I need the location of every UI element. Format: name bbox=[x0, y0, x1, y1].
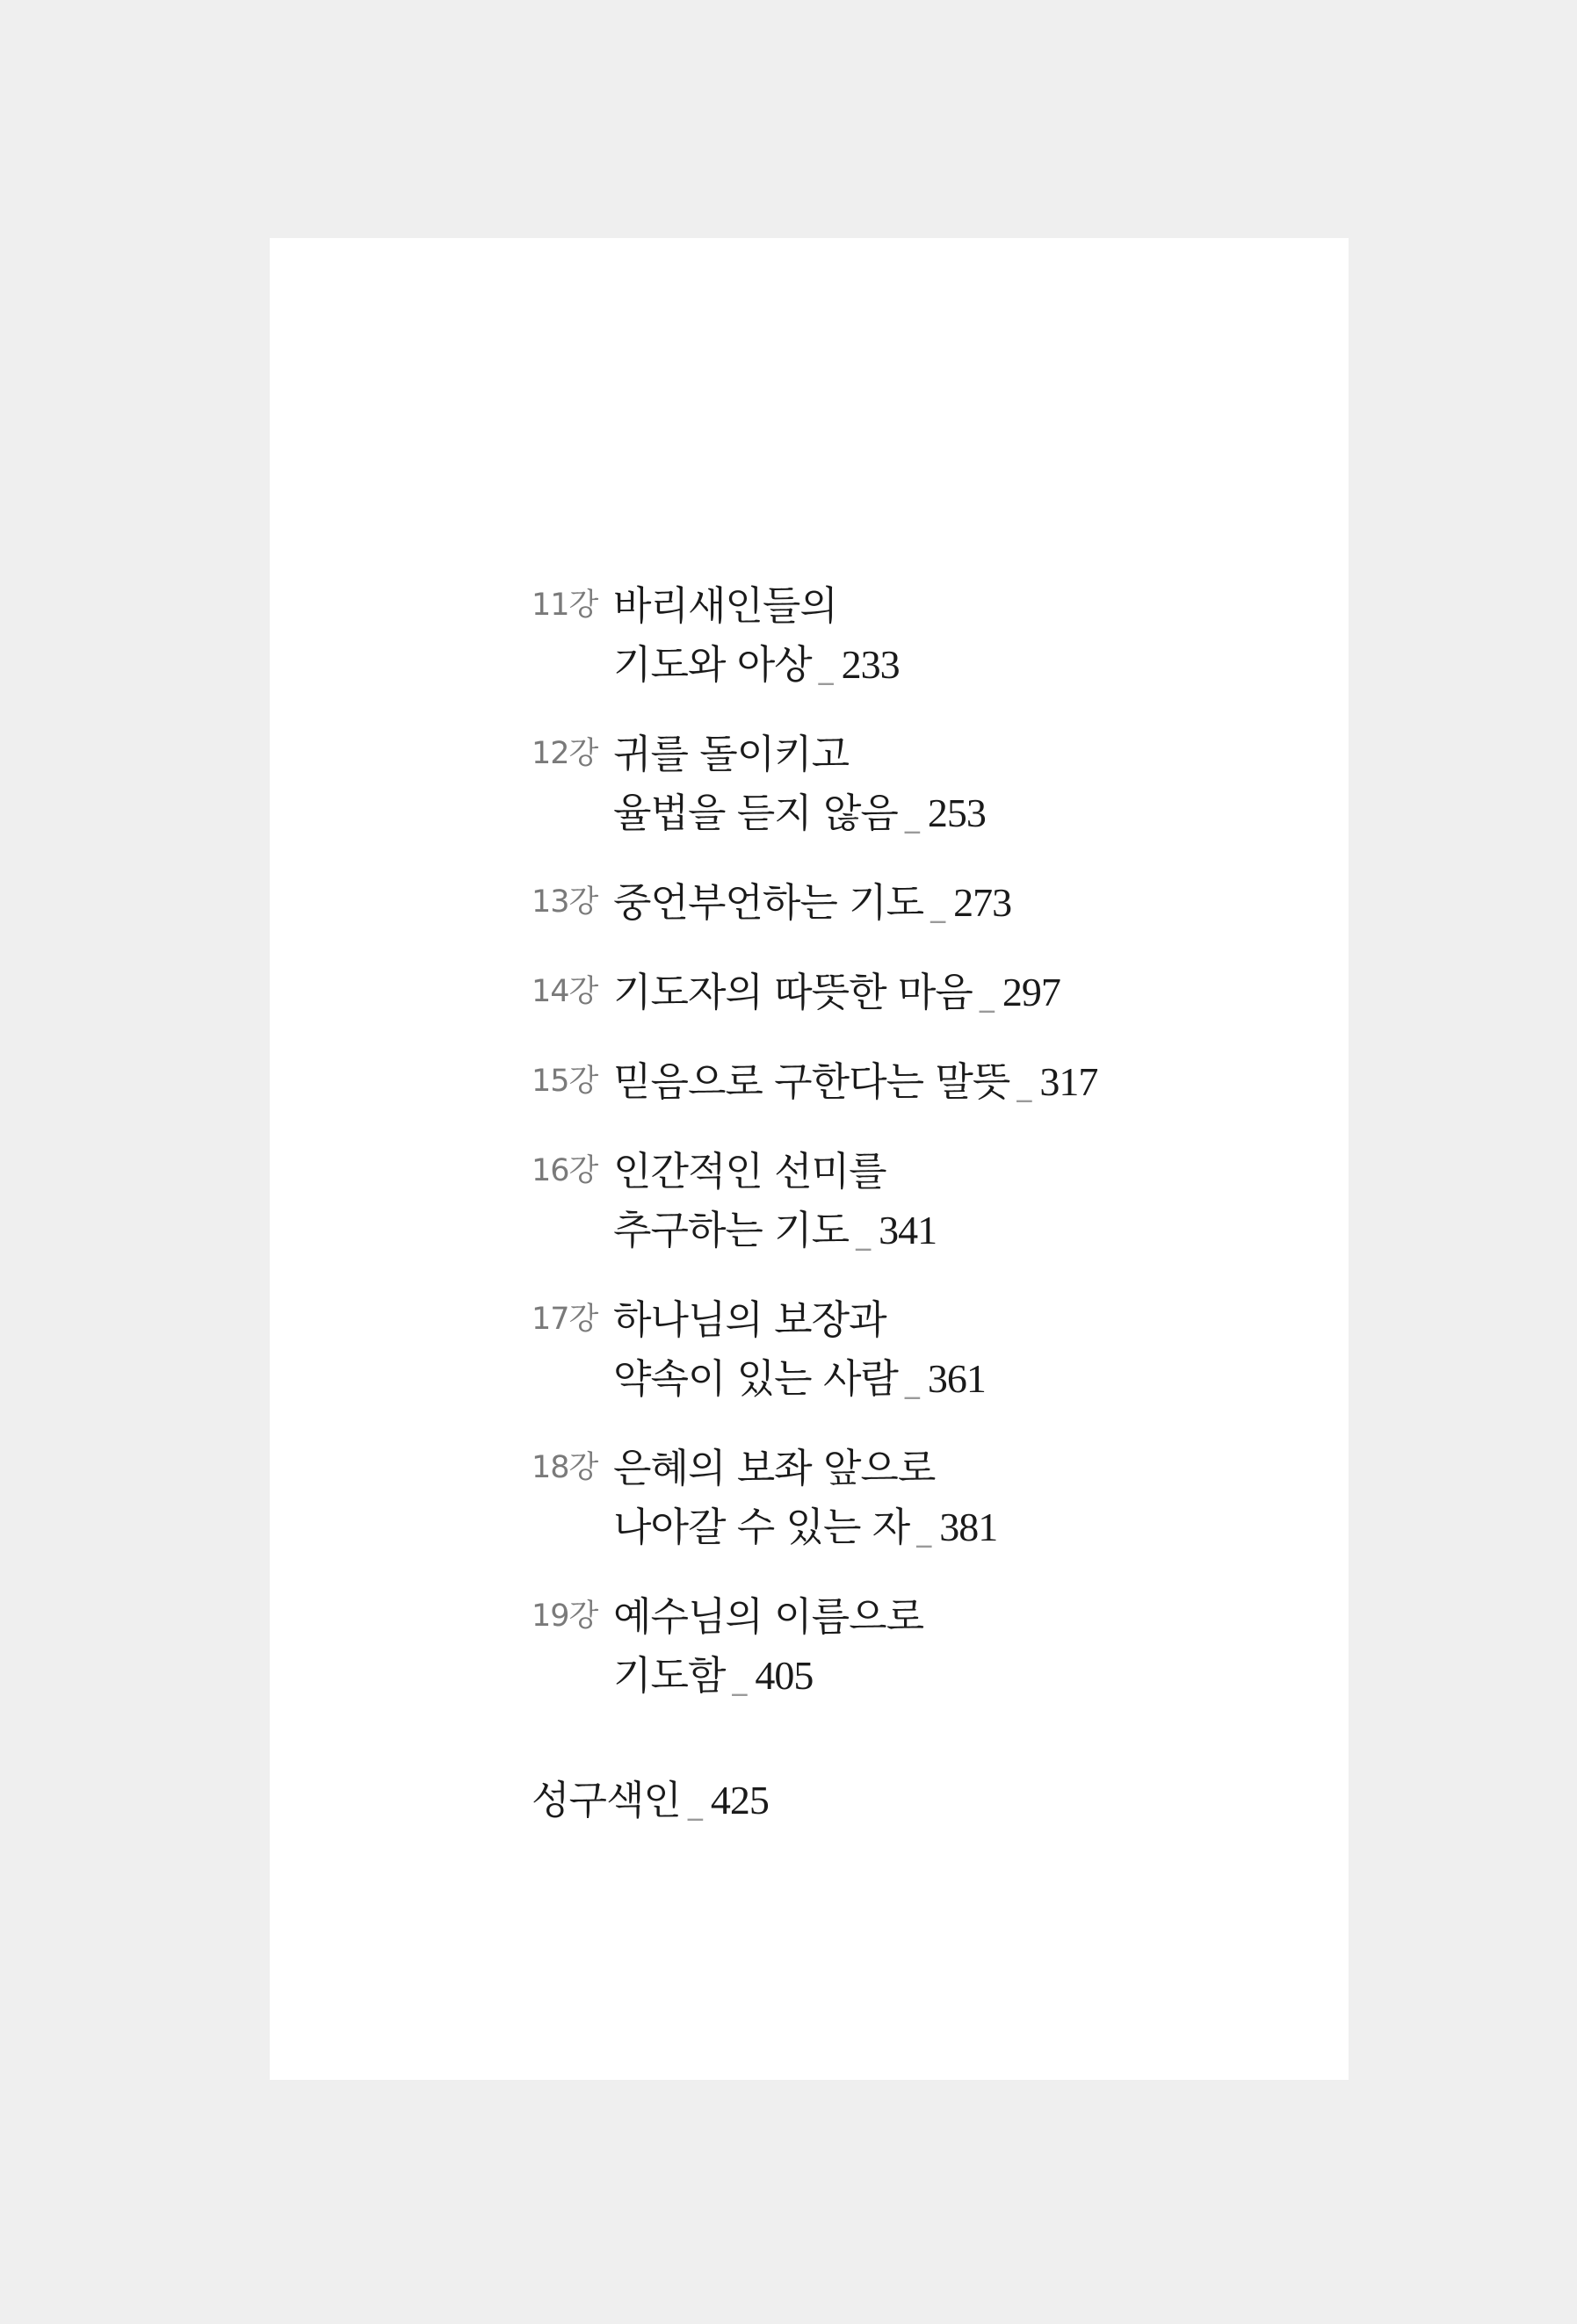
toc-entry[interactable] bbox=[532, 725, 1322, 847]
page-separator: _ bbox=[687, 1786, 702, 1822]
chapter-title-text: 추구하는 기도 bbox=[613, 1207, 850, 1253]
page-number: 273 bbox=[953, 880, 1012, 925]
chapter-title-line-last bbox=[613, 1498, 997, 1561]
chapter-title-text: 중언부언하는 기도 bbox=[613, 879, 924, 926]
chapter-title-text: 기도자의 따뜻한 마음 bbox=[613, 969, 973, 1015]
chapter-number: 17강 bbox=[532, 1302, 598, 1337]
chapter-title bbox=[613, 1587, 923, 1709]
chapter-number: 13강 bbox=[532, 884, 598, 920]
chapter-title-text: 기도와 아상 bbox=[613, 641, 812, 688]
chapter-title-line-last bbox=[613, 635, 900, 698]
chapter-title-line-last bbox=[613, 1052, 1097, 1115]
toc-entry[interactable] bbox=[532, 1587, 1322, 1709]
chapter-title-line-last bbox=[613, 783, 986, 847]
chapter-number: 11강 bbox=[532, 588, 598, 623]
page-number: 253 bbox=[927, 790, 986, 835]
toc-entry[interactable] bbox=[532, 1290, 1322, 1412]
page-number: 297 bbox=[1002, 970, 1060, 1014]
page-separator: _ bbox=[732, 1662, 747, 1697]
chapter-title-text: 율법을 듣지 않음 bbox=[613, 790, 898, 836]
chapter-number: 14강 bbox=[532, 974, 598, 1009]
chapter-title-text: 나아갈 수 있는 자 bbox=[613, 1504, 910, 1550]
page-number: 361 bbox=[927, 1356, 986, 1401]
page-number: 405 bbox=[755, 1653, 814, 1698]
chapter-title-text: 기도함 bbox=[613, 1652, 726, 1699]
chapter-title bbox=[613, 725, 986, 847]
page-number: 317 bbox=[1039, 1059, 1098, 1104]
chapter-title bbox=[613, 1439, 997, 1561]
chapter-title-line: 인간적인 선미를 bbox=[613, 1148, 886, 1194]
page-separator: _ bbox=[979, 978, 994, 1014]
page-separator: _ bbox=[818, 651, 833, 686]
toc-entry[interactable] bbox=[532, 576, 1322, 698]
chapter-title bbox=[613, 576, 900, 698]
chapter-title-line: 예수님의 이름으로 bbox=[613, 1593, 924, 1640]
chapter-title-line: 하나님의 보장과 bbox=[613, 1296, 886, 1343]
chapter-title bbox=[613, 1142, 937, 1264]
page-separator: _ bbox=[916, 1513, 931, 1548]
chapter-title bbox=[613, 1290, 986, 1412]
table-of-contents bbox=[532, 576, 1322, 1834]
chapter-number: 12강 bbox=[532, 736, 598, 771]
page-number: 381 bbox=[939, 1505, 998, 1549]
toc-entry[interactable] bbox=[532, 1052, 1322, 1115]
chapter-title-line: 귀를 돌이키고 bbox=[613, 731, 850, 777]
toc-entry[interactable] bbox=[532, 1439, 1322, 1561]
chapter-number: 18강 bbox=[532, 1450, 598, 1485]
page-number: 341 bbox=[879, 1208, 937, 1252]
toc-index-entry[interactable] bbox=[532, 1771, 1322, 1834]
chapter-title bbox=[613, 873, 1011, 936]
toc-entry[interactable] bbox=[532, 1142, 1322, 1264]
page-number: 233 bbox=[841, 642, 900, 687]
chapter-title-line-last bbox=[613, 963, 1060, 1026]
chapter-title-line-last bbox=[613, 873, 1011, 936]
index-title: 성구색인 bbox=[532, 1777, 681, 1823]
chapter-number: 16강 bbox=[532, 1153, 598, 1188]
chapter-number: 15강 bbox=[532, 1064, 598, 1099]
chapter-title-line: 바리새인들의 bbox=[613, 582, 837, 629]
toc-entry[interactable] bbox=[532, 873, 1322, 936]
chapter-title bbox=[613, 963, 1060, 1026]
book-page bbox=[270, 238, 1349, 2080]
page-separator: _ bbox=[856, 1216, 871, 1252]
chapter-title-text: 약속이 있는 사람 bbox=[613, 1355, 898, 1402]
chapter-title-line-last bbox=[613, 1349, 986, 1412]
chapter-title-line: 은혜의 보좌 앞으로 bbox=[613, 1445, 936, 1491]
page-separator: _ bbox=[904, 1365, 919, 1400]
chapter-title-text: 믿음으로 구한다는 말뜻 bbox=[613, 1058, 1010, 1105]
page-separator: _ bbox=[1016, 1068, 1031, 1103]
page-number: 425 bbox=[710, 1778, 769, 1822]
chapter-title-line-last bbox=[613, 1646, 923, 1709]
chapter-number: 19강 bbox=[532, 1599, 598, 1634]
toc-entry[interactable] bbox=[532, 963, 1322, 1026]
page-separator: _ bbox=[930, 889, 945, 924]
page-separator: _ bbox=[904, 799, 919, 834]
chapter-title bbox=[613, 1052, 1097, 1115]
chapter-title-line-last bbox=[613, 1201, 937, 1264]
